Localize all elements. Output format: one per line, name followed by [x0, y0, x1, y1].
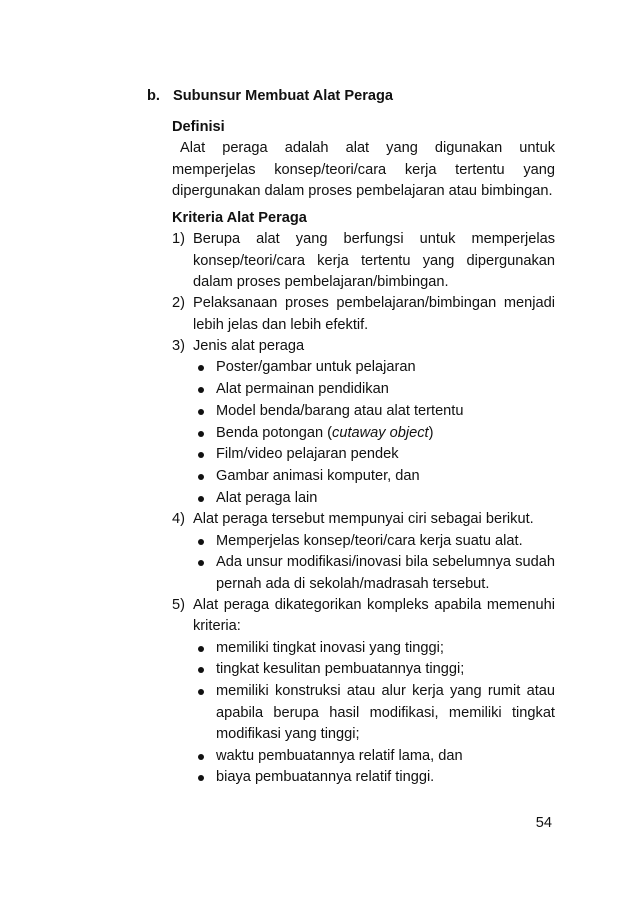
item-number: 4) [172, 511, 185, 528]
bullet-text: Benda potongan (cutaway object) [216, 424, 434, 441]
list-item [193, 379, 555, 400]
list-item [193, 423, 555, 444]
bullet-icon [198, 689, 204, 695]
list-item [193, 552, 555, 595]
section-content [172, 117, 555, 789]
bullet-text: memiliki tingkat inovasi yang tinggi; [216, 639, 444, 656]
list-item [193, 531, 555, 552]
bullet-icon [198, 754, 204, 760]
criteria-item [172, 229, 555, 293]
section-letter: b. [147, 88, 160, 104]
definition-text: Alat peraga adalah alat yang digunakan untuk memperjelas konsep/teori/cara kerja tertentu yang dipergunakan dalam proses pembelajaran atau bimbingan. [172, 140, 555, 199]
item-text: Jenis alat peraga [193, 337, 305, 354]
bullet-icon [198, 474, 204, 480]
bullet-icon [198, 387, 204, 393]
list-item [193, 444, 555, 465]
item-text: Berupa alat yang berfungsi untuk memperjelas konsep/teori/cara kerja tertentu yang dipergunakan dalam proses pembelajaran/bimbingan. [193, 231, 555, 291]
bullet-icon [198, 452, 204, 458]
bullet-text: tingkat kesulitan pembuatannya tinggi; [216, 661, 465, 678]
bullet-text: Memperjelas konsep/teori/cara kerja suatu alat. [216, 532, 523, 549]
list-item [193, 357, 555, 378]
bullet-icon [198, 560, 204, 566]
criteria-item [172, 595, 555, 789]
bullet-text: waktu pembuatannya relatif lama, dan [216, 747, 463, 764]
item-text: Alat peraga tersebut mempunyai ciri sebagai berikut. [193, 511, 534, 528]
bullet-text: Poster/gambar untuk pelajaran [216, 359, 416, 376]
bullet-text: Alat permainan pendidikan [216, 381, 389, 398]
section-heading [147, 86, 567, 107]
list-item [193, 767, 555, 788]
section-title: Subunsur Membuat Alat Peraga [173, 88, 394, 104]
bullet-icon [198, 539, 204, 545]
bullet-list [193, 357, 555, 509]
page-number: 54 [535, 815, 552, 831]
bullet-text: Ada unsur modifikasi/inovasi bila sebelumnya sudah pernah ada di sekolah/madrasah tersebut. [216, 554, 555, 592]
criteria-item [172, 293, 555, 336]
bullet-text: memiliki konstruksi atau alur kerja yang rumit atau apabila berupa hasil modifikasi, memiliki tingkat modifikasi yang tinggi; [216, 683, 555, 742]
list-item [193, 681, 555, 745]
bullet-icon [198, 646, 204, 652]
criteria-heading: Kriteria Alat Peraga [172, 210, 307, 227]
bullet-icon [198, 409, 204, 415]
bullet-text: biaya pembuatannya relatif tinggi. [216, 769, 435, 786]
bullet-icon [198, 667, 204, 673]
bullet-text: Model benda/barang atau alat tertentu [216, 402, 464, 419]
list-item [193, 638, 555, 659]
list-item [193, 488, 555, 509]
bullet-icon [198, 431, 204, 437]
bullet-icon [198, 365, 204, 371]
list-item [193, 746, 555, 767]
list-item [193, 401, 555, 422]
item-number: 1) [172, 231, 185, 248]
list-item [193, 466, 555, 487]
list-item [193, 659, 555, 680]
bullet-list [193, 638, 555, 789]
bullet-icon [198, 496, 204, 502]
bullet-text: Alat peraga lain [216, 490, 318, 507]
item-number: 5) [172, 597, 185, 614]
bullet-list [193, 531, 555, 595]
criteria-item [172, 509, 555, 595]
item-text: Pelaksanaan proses pembelajaran/bimbingan menjadi lebih jelas dan lebih efektif. [193, 295, 555, 333]
item-text: Alat peraga dikategorikan kompleks apabila memenuhi kriteria: [193, 597, 555, 635]
item-number: 3) [172, 337, 185, 354]
item-number: 2) [172, 295, 185, 312]
criteria-item [172, 336, 555, 509]
definition-heading: Definisi [172, 119, 225, 135]
bullet-text: Film/video pelajaran pendek [216, 446, 399, 463]
bullet-text: Gambar animasi komputer, dan [216, 468, 420, 485]
bullet-icon [198, 775, 204, 781]
criteria-list [172, 229, 555, 788]
